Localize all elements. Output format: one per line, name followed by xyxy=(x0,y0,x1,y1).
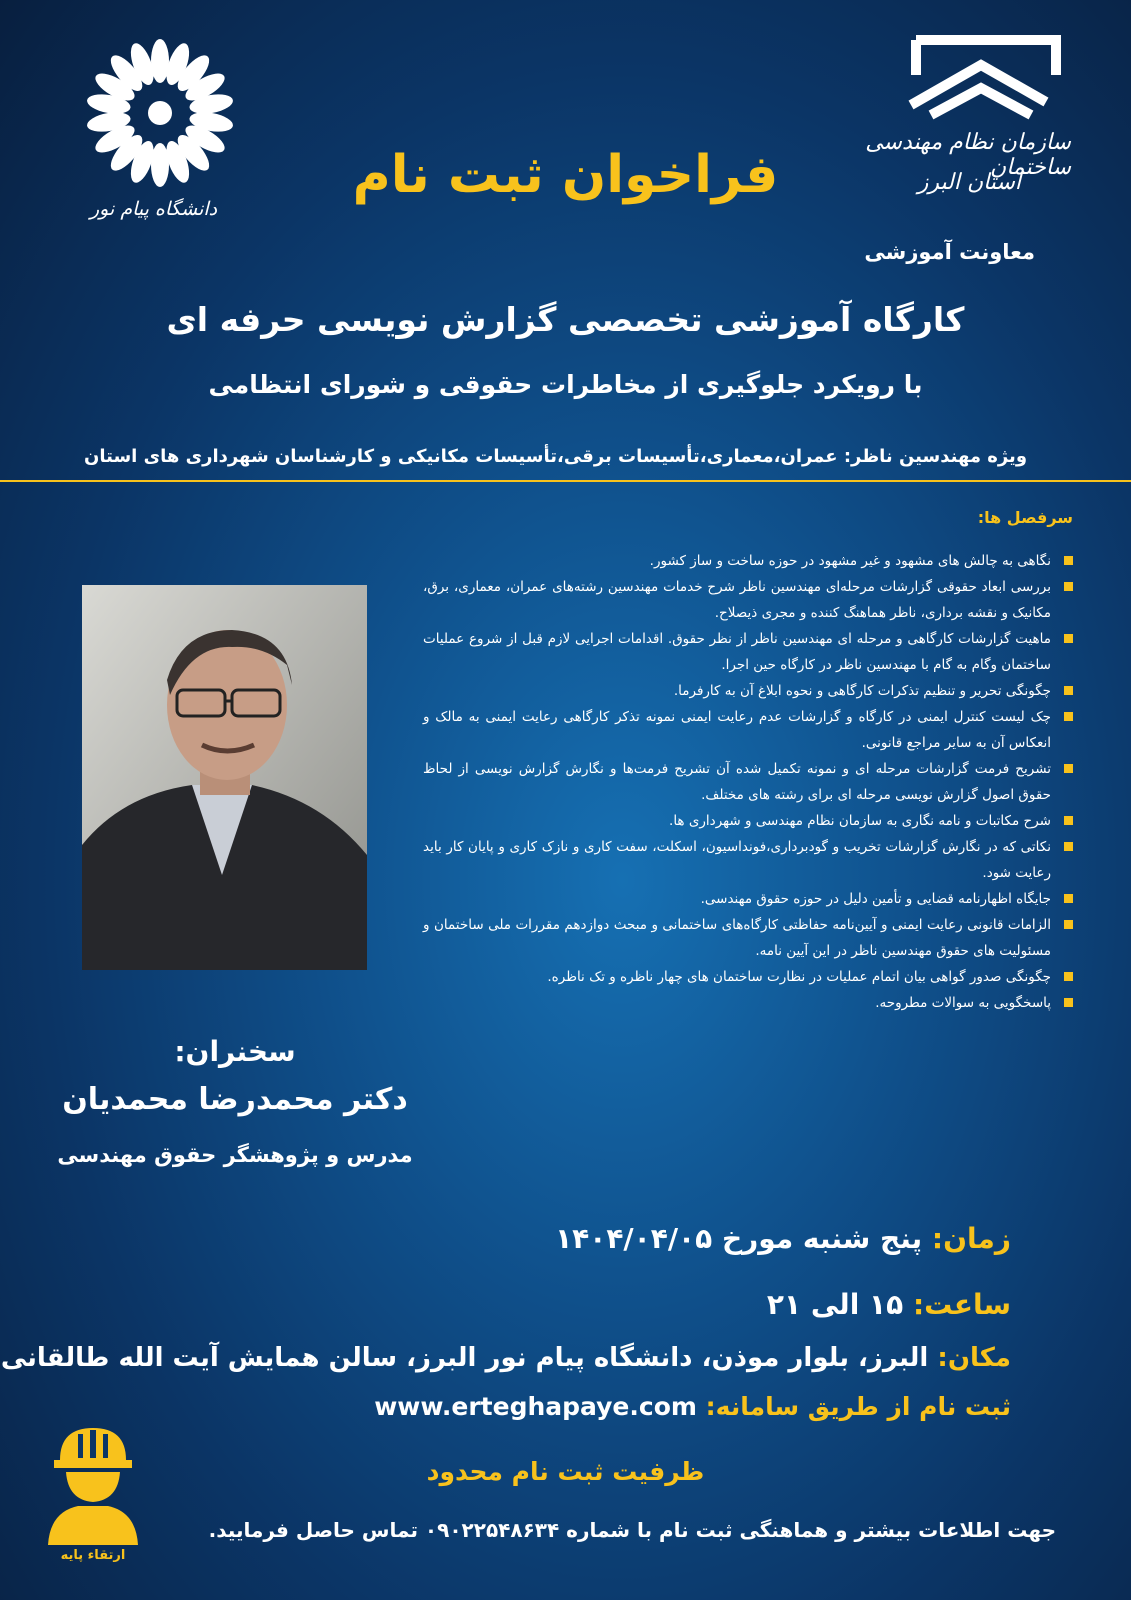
bullet-icon xyxy=(1064,894,1073,903)
hour-value: ۱۵ الی ۲۱ xyxy=(766,1288,904,1321)
list-item: چک لیست کنترل ایمنی در کارگاه و گزارشات عدم رعایت ایمنی نمونه تذکر کارگاهی رعایت ایمنی به مالک و انعکاس آن به سایر مراجع قانونی. xyxy=(423,704,1073,756)
bullet-icon xyxy=(1064,920,1073,929)
university-name: دانشگاه پیام نور xyxy=(90,198,218,220)
list-item: نکاتی که در نگارش گزارشات تخریب و گودبرداری،فونداسیون، اسکلت، سفت کاری و نازک کاری و پایان کار باید رعایت شود. xyxy=(423,834,1073,886)
list-item: نگاهی به چالش های مشهود و غیر مشهود در حوزه ساخت و ساز کشور. xyxy=(423,548,1073,574)
hour-label: ساعت: xyxy=(912,1288,1011,1321)
topics-list xyxy=(423,548,1073,1016)
bullet-icon xyxy=(1064,842,1073,851)
capacity-notice: ظرفیت ثبت نام محدود xyxy=(426,1457,705,1486)
list-item: الزامات قانونی رعایت ایمنی و آیین‌نامه حفاظتی کارگاه‌های ساختمانی و مبحث دوازدهم مقررات ملی ساختمان و مسئولیت های حقوق مهندسین ناظر در این آیین نامه. xyxy=(423,912,1073,964)
workshop-subtitle: با رویکرد جلوگیری از مخاطرات حقوقی و شورای انتظامی xyxy=(208,370,923,399)
org-name-line2: استان البرز xyxy=(917,170,1021,195)
hardhat-worker-icon xyxy=(38,1420,148,1550)
speaker-name: دکتر محمدرضا محمدیان xyxy=(62,1082,408,1117)
place-label: مکان: xyxy=(937,1343,1011,1373)
bullet-icon xyxy=(1064,686,1073,695)
list-item: پاسخگویی به سوالات مطروحه. xyxy=(423,990,1073,1016)
workshop-title: کارگاه آموزشی تخصصی گزارش نویسی حرفه ای xyxy=(166,300,965,339)
time-row xyxy=(555,1222,1011,1255)
divider xyxy=(0,480,1131,482)
bullet-icon xyxy=(1064,582,1073,591)
list-item: تشریح فرمت گزارشات مرحله ای و نمونه تکمیل شده آن تشریح فرمت‌ها و نگارش گزارش نویسی از لحاظ حقوق اصول گزارش نویسی مرحله ای برای رشته های مختلف. xyxy=(423,756,1073,808)
list-item: جایگاه اظهارنامه قضایی و تأمین دلیل در حوزه حقوق مهندسی. xyxy=(423,886,1073,912)
speaker-label: سخنران: xyxy=(174,1035,296,1068)
speaker-role: مدرس و پژوهشگر حقوق مهندسی xyxy=(57,1143,413,1167)
list-item: چگونگی تحریر و تنظیم تذکرات کارگاهی و نحوه ابلاغ آن به کارفرما. xyxy=(423,678,1073,704)
brand-caption: ارتقاء پایه xyxy=(60,1548,126,1563)
registration-label: ثبت نام از طریق سامانه: xyxy=(705,1392,1011,1421)
org-name-line1: سازمان نظام مهندسی ساختمان xyxy=(865,130,1071,180)
speaker-photo xyxy=(82,585,367,970)
bullet-icon xyxy=(1064,634,1073,643)
speaker-portrait-icon xyxy=(82,585,367,970)
topics-heading: سرفصل ها: xyxy=(977,508,1073,527)
bullet-icon xyxy=(1064,816,1073,825)
audience-text: ویژه مهندسین ناظر: عمران،معماری،تأسیسات برقی،تأسیسات مکانیکی و کارشناسان شهرداری های استان xyxy=(83,446,1028,467)
bullet-icon xyxy=(1064,998,1073,1007)
bullet-icon xyxy=(1064,764,1073,773)
list-item: بررسی ابعاد حقوقی گزارشات مرحله‌ای مهندسین ناظر شرح خدمات مهندسین رشته‌های عمران، معماری، برق، مکانیک و نقشه برداری، ناظر هماهنگ کننده و مجری ذیصلاح. xyxy=(423,574,1073,626)
place-value: البرز، بلوار موذن، دانشگاه پیام نور البرز، سالن همایش آیت الله طالقانی xyxy=(0,1343,929,1373)
bullet-icon xyxy=(1064,712,1073,721)
list-item: چگونگی صدور گواهی بیان اتمام عملیات در نظارت ساختمان های چهار ناظره و تک ناظره. xyxy=(423,964,1073,990)
hour-row xyxy=(767,1288,1011,1321)
contact-text: جهت اطلاعات بیشتر و هماهنگی ثبت نام با شماره ۰۹۰۲۲۵۴۸۶۳۴ تماس حاصل فرمایید. xyxy=(208,1518,1056,1542)
registration-link[interactable]: www.erteghapaye.com xyxy=(374,1392,697,1421)
time-label: زمان: xyxy=(931,1222,1011,1255)
bullet-icon xyxy=(1064,556,1073,565)
department-label: معاونت آموزشی xyxy=(864,240,1035,264)
university-logo xyxy=(60,28,260,238)
list-item: شرح مکاتبات و نامه نگاری به سازمان نظام مهندسی و شهرداری ها. xyxy=(423,808,1073,834)
time-value: پنج شنبه مورخ ۱۴۰۴/۰۴/۰۵ xyxy=(555,1222,923,1255)
place-row xyxy=(1,1343,1011,1373)
page-title: فراخوان ثبت نام xyxy=(352,145,779,205)
list-item: ماهیت گزارشات کارگاهی و مرحله ای مهندسین ناظر از نظر حقوق. اقدامات اجرایی لازم قبل از شروع عملیات ساختمان وگام به گام با مهندسین ناظر در کارگاه حین اجرا. xyxy=(423,626,1073,678)
registration-row xyxy=(374,1392,1011,1421)
org-logo xyxy=(791,20,1091,240)
bullet-icon xyxy=(1064,972,1073,981)
